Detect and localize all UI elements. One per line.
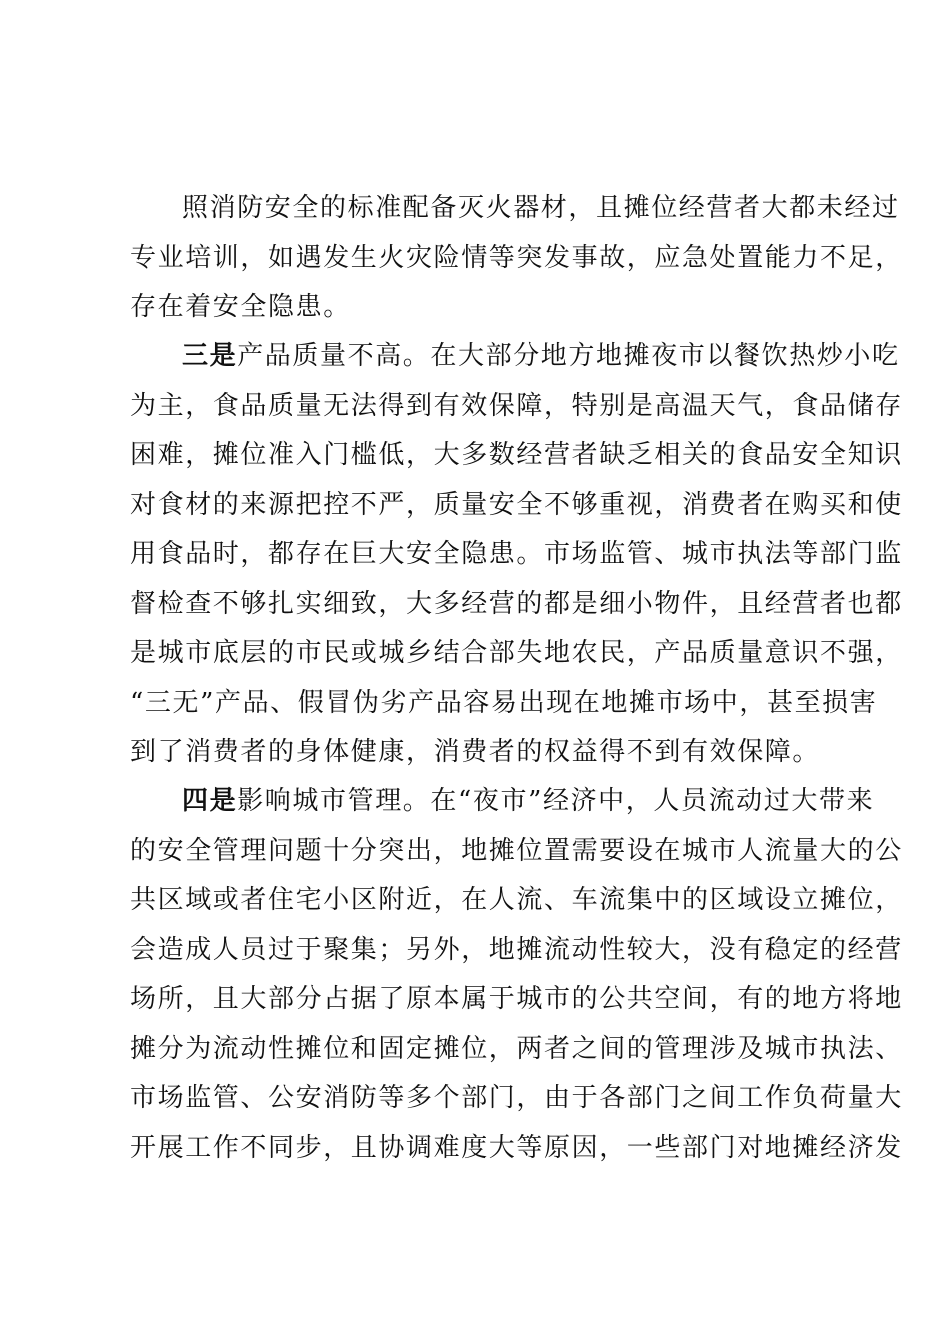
text-line [130,332,900,382]
text-line: “三无”产品、假冒伪劣产品容易出现在地摊市场中，甚至损害 [130,687,878,718]
text-span: 产品质量不高。在大部分地方地摊夜市以餐饮热炒小吃 [237,341,900,371]
text-line: 为主，食品质量无法得到有效保障，特别是高温天气，食品储存 [130,390,903,421]
paragraph-fire-safety [130,184,903,333]
text-line [130,777,875,827]
text-line: 市场监管、公安消防等多个部门，由于各部门之间工作负荷量大 [130,1083,903,1113]
text-line: 照消防安全的标准配备灭火器材，且摊位经营者大都未经过 [182,193,900,223]
text-line: 专业培训，如遇发生火灾险情等突发事故，应急处置能力不足， [130,242,903,273]
paragraph-lead: 三是 [182,341,238,371]
text-line: 开展工作不同步，且协调难度大等原因，一些部门对地摊经济发 [130,1132,903,1163]
paragraph-lead: 四是 [182,786,238,816]
paragraph-product-quality [130,332,903,778]
text-line: 对食材的来源把控不严，质量安全不够重视，消费者在购买和使 [130,489,903,520]
paragraph-city-management [130,777,903,1173]
text-line: 是城市底层的市民或城乡结合部失地农民，产品质量意识不强， [130,638,903,668]
text-line: 摊分为流动性摊位和固定摊位，两者之间的管理涉及城市执法、 [130,1033,903,1064]
text-line: 的安全管理问题十分突出，地摊位置需要设在城市人流量大的公 [130,835,903,866]
text-line: 场所，且大部分占据了原本属于城市的公共空间，有的地方将地 [130,984,903,1014]
text-line: 共区域或者住宅小区附近，在人流、车流集中的区域设立摊位， [130,885,903,915]
text-line: 存在着安全隐患。 [130,292,351,322]
text-line: 会造成人员过于聚集；另外，地摊流动性较大，没有稳定的经营 [130,934,903,965]
text-line: 困难，摊位准入门槛低，大多数经营者缺乏相关的食品安全知识 [130,440,903,470]
text-line: 用食品时，都存在巨大安全隐患。市场监管、城市执法等部门监 [130,539,903,569]
text-span: 影响城市管理。在“夜市”经济中，人员流动过大带来 [237,786,875,816]
text-line: 到了消费者的身体健康，消费者的权益得不到有效保障。 [130,737,821,767]
text-line: 督检查不够扎实细致，大多经营的都是细小物件，且经营者也都 [130,588,903,619]
